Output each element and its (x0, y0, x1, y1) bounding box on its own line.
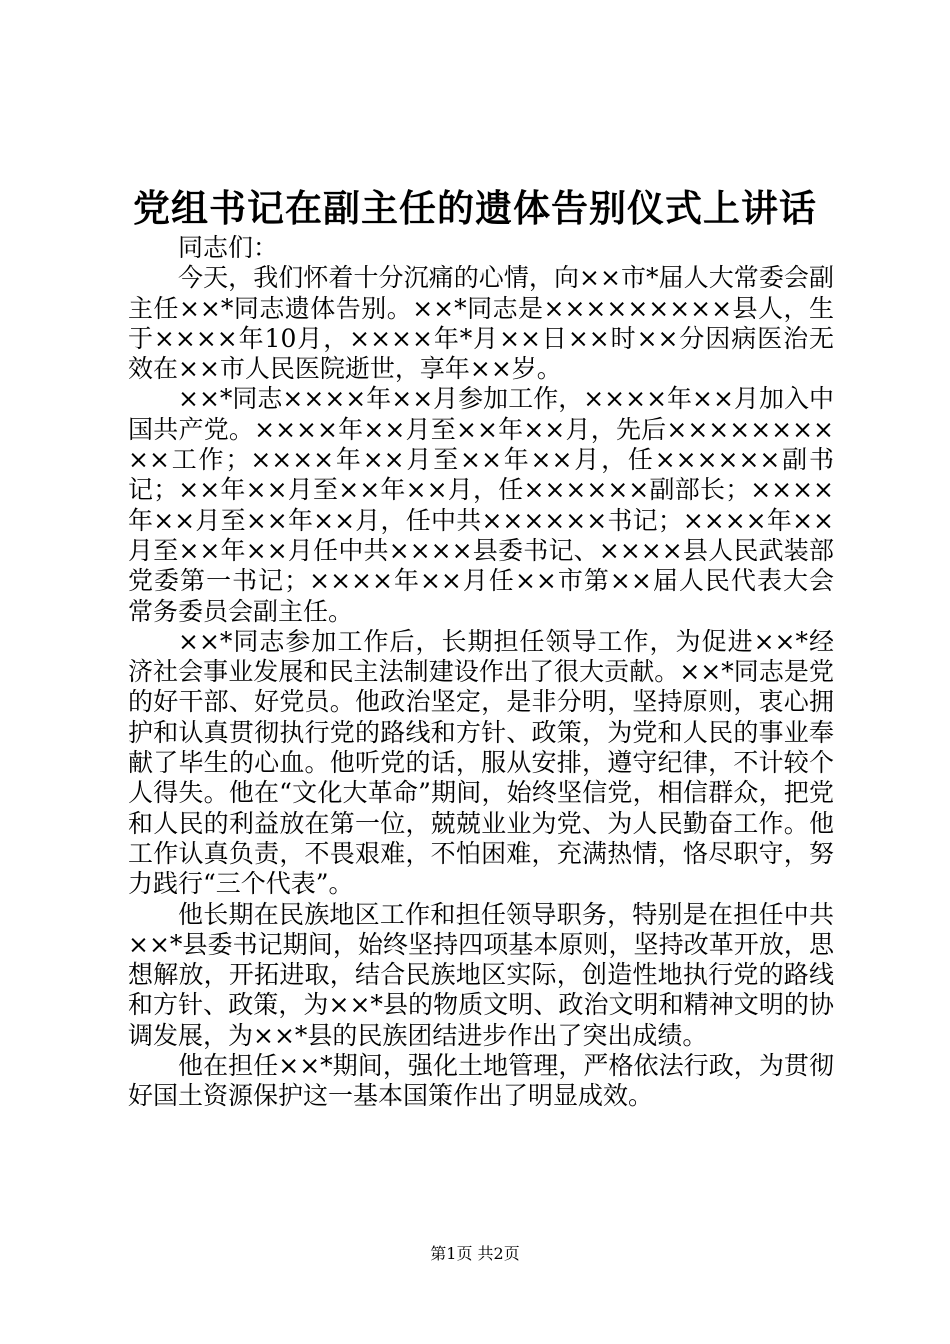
document-body (128, 233, 834, 1112)
page-number-footer: 第1页 共2页 (430, 1244, 520, 1263)
body-paragraph-3: ××*同志参加工作后，长期担任领导工作，为促进××*经济社会事业发展和民主法制建设作出了很大贡献。××*同志是党的好干部、好党员。他政治坚定，是非分明，坚持原则，衷心拥护和认真贯彻执行党的路线和方针、政策，为党和人民的事业奉献了毕生的心血。他听党的话，服从安排，遵守纪律，不计较个人得失。他在“文化大革命”期间，始终坚信党，相信群众，把党和人民的利益放在第一位，兢兢业业为党、为人民勤奋工作。他工作认真负责，不畏艰难，不怕困难，充满热情，恪尽职守，努力践行“三个代表”。 (128, 626, 834, 899)
body-paragraph-5: 他在担任××*期间，强化土地管理，严格依法行政，为贯彻好国土资源保护这一基本国策作出了明显成效。 (128, 1051, 834, 1111)
document-title: 党组书记在副主任的遗体告别仪式上讲话 (133, 186, 817, 230)
body-paragraph-1: 今天，我们怀着十分沉痛的心情，向××市*届人大常委会副主任××*同志遗体告别。××*同志是×××××××××县人，生于××××年10月，××××年*月××日××时××分因病医治无效在××市人民医院逝世，享年××岁。 (128, 263, 834, 384)
body-paragraph-2: ××*同志××××年××月参加工作，××××年××月加入中国共产党。××××年××月至××年××月，先后××××××××××工作；××××年××月至××年××月，任××××××副书记；××年××月至××年××月，任××××××副部长；××××年××月至××年××月，任中共××××××书记；××××年××月至××年××月任中共××××县委书记、××××县人民武装部党委第一书记；××××年××月任××市第××届人民代表大会常务委员会副主任。 (128, 384, 834, 626)
salutation-paragraph: 同志们： (178, 233, 279, 262)
body-paragraph-4: 他长期在民族地区工作和担任领导职务，特别是在担任中共××*县委书记期间，始终坚持四项基本原则，坚持改革开放，思想解放，开拓进取，结合民族地区实际，创造性地执行党的路线和方针、政策，为××*县的物质文明、政治文明和精神文明的协调发展，为××*县的民族团结进步作出了突出成绩。 (128, 899, 834, 1050)
